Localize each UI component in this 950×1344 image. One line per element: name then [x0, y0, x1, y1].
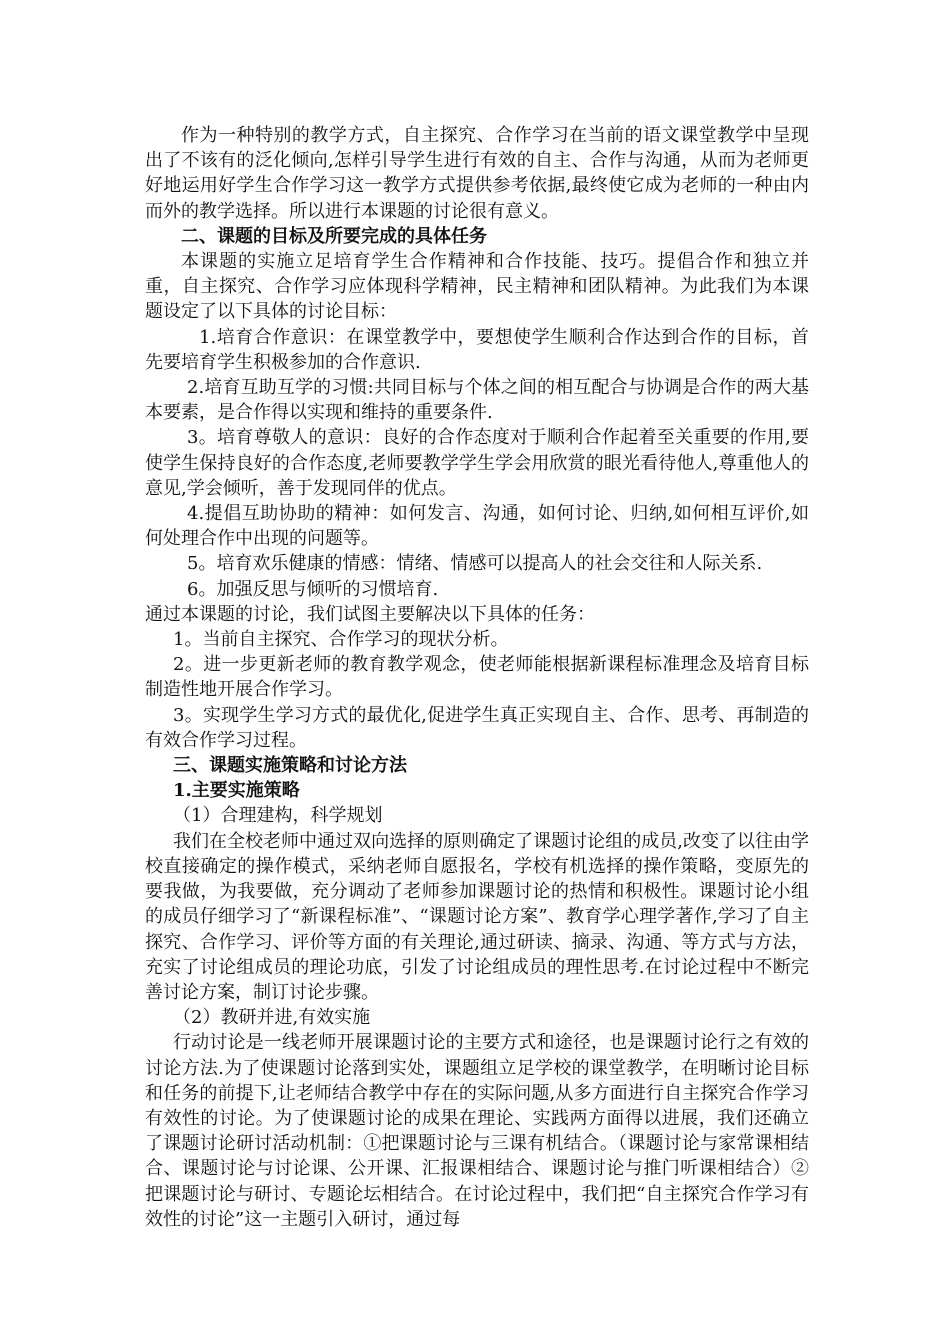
sub-heading-planning: （1）合理建构，科学规划: [173, 805, 383, 827]
section-heading-goals: 二、课题的目标及所要完成的具体任务: [181, 225, 487, 247]
list-item-goal-5: 5。培育欢乐健康的情感：情绪、情感可以提高人的社会交往和人际关系.: [187, 553, 763, 575]
paragraph-intro: 作为一种特别的教学方式，自主探究、合作学习在当前的语文课堂教学中呈现出了不该有的泛化倾向,怎样引导学生进行有效的自主、合作与沟通，从而为老师更好地运用好学生合作学习这一教学方式提供参考依据,最终使它成为老师的一种由内而外的教学选择。所以进行本课题的讨论很有意义。: [145, 125, 809, 222]
paragraph-goals-intro: 本课题的实施立足培育学生合作精神和合作技能、技巧。提倡合作和独立并重，自主探究、合作学习应体现科学精神，民主精神和团队精神。为此我们为本课题设定了以下具体的讨论目标：: [145, 251, 809, 323]
list-item-goal-4: 4.提倡互助协助的精神：如何发言、沟通，如何讨论、归纳,如何相互评价,如何处理合作中出现的问题等。: [145, 503, 809, 550]
list-item-task-1: 1。当前自主探究、合作学习的现状分析。: [173, 629, 509, 651]
paragraph-tasks-intro: 通过本课题的讨论，我们试图主要解决以下具体的任务：: [145, 603, 595, 625]
paragraph-planning: 我们在全校老师中通过双向选择的原则确定了课题讨论组的成员,改变了以往由学校直接确定的操作模式，采纳老师自愿报名，学校有机选择的操作策略，变原先的要我做，为我要做，充分调动了老师参加课题讨论的热情和积极性。课题讨论小组的成员仔细学习了“新课程标准”、“课题讨论方案”、教育学心理学著作,学习了自主探究、合作学习、评价等方面的有关理论,通过研读、摘录、沟通、等方式与方法，充实了讨论组成员的理论功底，引发了讨论组成员的理性思考.在讨论过程中不断完善讨论方案，制订讨论步骤。: [145, 830, 809, 1003]
document-body: [145, 123, 809, 1232]
list-item-goal-3: 3。培育尊敬人的意识：良好的合作态度对于顺利合作起着至关重要的作用,要使学生保持良好的合作态度,老师要教学学生学会用欣赏的眼光看待他人,尊重他人的意见,学会倾听，善于发现同伴的优点。: [145, 427, 809, 499]
section-heading-strategy: 三、课题实施策略和讨论方法: [173, 755, 407, 777]
paragraph-implementation: 行动讨论是一线老师开展课题讨论的主要方式和途径，也是课题讨论行之有效的讨论方法.为了使课题讨论落到实处，课题组立足学校的课堂教学，在明晰讨论目标和任务的前提下,让老师结合教学中存在的实际问题,从多方面进行自主探究合作学习有效性的讨论。为了使课题讨论的成果在理论、实践两方面得以进展，我们还确立了课题讨论研讨活动机制：①把课题讨论与三课有机结合。（课题讨论与家常课相结合、课题讨论与讨论课、公开课、汇报课相结合、课题讨论与推门听课相结合）②把课题讨论与研讨、专题论坛相结合。在讨论过程中，我们把“自主探究合作学习有效性的讨论”这一主题引入研讨，通过每: [145, 1032, 809, 1230]
sub-heading-implementation: （2）教研并进,有效实施: [173, 1007, 371, 1029]
list-item-goal-2: 2.培育互助互学的习惯:共同目标与个体之间的相互配合与协调是合作的两大基本要素，是合作得以实现和维持的重要条件.: [145, 377, 809, 424]
list-item-task-2: 2。进一步更新老师的教育教学观念，使老师能根据新课程标准理念及培育目标制造性地开展合作学习。: [145, 654, 809, 701]
list-item-goal-6: 6。加强反思与倾听的习惯培育.: [187, 578, 439, 600]
list-item-goal-1: 1.培育合作意识：在课堂教学中，要想使学生顺利合作达到合作的目标，首先要培育学生积极参加的合作意识.: [145, 326, 809, 373]
list-item-task-3: 3。实现学生学习方式的最优化,促进学生真正实现自主、合作、思考、再制造的有效合作学习过程。: [145, 704, 809, 751]
subsection-heading-main-strategy: 1.主要实施策略: [173, 780, 300, 802]
